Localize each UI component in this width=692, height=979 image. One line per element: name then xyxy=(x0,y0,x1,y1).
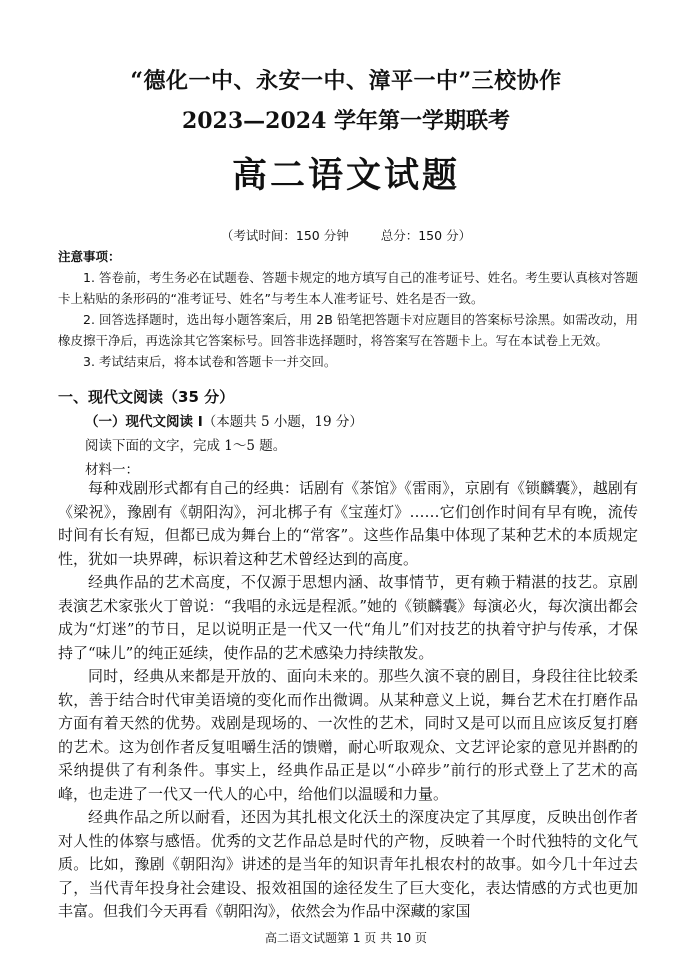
exam-score: 总分：150 分） xyxy=(380,228,472,243)
passage-paragraph: 每种戏剧形式都有自己的经典：话剧有《茶馆》《雷雨》，京剧有《锁麟囊》，越剧有《梁祝》，豫剧有《朝阳沟》，河北梆子有《宝莲灯》……它们创作时间有早有晚，流传时间有长有短，但都已成为舞台上的“常客”。这些作品集中体现了某种艺术的本质规定性，犹如一块界碑，标识着这种艺术曾经达到的高度。 xyxy=(58,479,638,568)
notice-item: 3. 考试结束后，将本试卷和答题卡一并交回。 xyxy=(83,354,337,369)
page-footer: 高二语文试题第 1 页 共 10 页 xyxy=(265,931,427,945)
passage-paragraph: 经典作品的艺术高度，不仅源于思想内涵、故事情节，更有赖于精湛的技艺。京剧表演艺术家张火丁曾说：“我唱的永远是程派。”她的《锁麟囊》每演必火，每次演出都会成为“灯迷”的节日，足以说明正是一代又一代“角儿”们对技艺的执着守护与传承，才保持了“味儿”的纯正延续，使作品的艺术感染力持续散发。 xyxy=(58,573,638,662)
subsection-heading xyxy=(58,410,638,430)
subsection-title: （一）现代文阅读 I xyxy=(85,414,203,430)
subsection-note: （本题共 5 小题，19 分） xyxy=(202,414,363,430)
notice-block xyxy=(58,246,638,372)
notice-item: 2. 回答选择题时，选出每小题答案后，用 2B 铅笔把答题卡对应题目的答案标号涂黑。如需改动，用橡皮擦干净后，再选涂其它答案标号。回答非选择题时，将答案写在答题卡上。写在本试卷上无效。 xyxy=(58,312,638,348)
notice-item: 1. 答卷前，考生务必在试题卷、答题卡规定的地方填写自己的准考证号、姓名。考生要认真核对答题卡上粘贴的条形码的“准考证号、姓名”与考生本人准考证号、姓名是否一致。 xyxy=(58,270,638,306)
reading-instruction: 阅读下面的文字，完成 1～5 题。 xyxy=(85,438,287,454)
reading-passage xyxy=(58,477,638,924)
exam-meta xyxy=(0,226,692,244)
material-label: 材料一： xyxy=(85,462,139,478)
section-heading: 一、现代文阅读（35 分） xyxy=(58,388,235,406)
exam-time: （考试时间：150 分钟 xyxy=(220,228,349,243)
passage-paragraph: 经典作品之所以耐看，还因为其扎根文化沃土的深度决定了其厚度，反映出创作者对人性的体察与感悟。优秀的文艺作品总是时代的产物，反映着一个时代独特的文化气质。比如，豫剧《朝阳沟》讲述的是当年的知识青年扎根农村的故事。如今几十年过去了，当代青年投身社会建设、报效祖国的途径发生了巨大变化，表达情感的方式也更加丰富。但我们今天再看《朝阳沟》，依然会为作品中深藏的家国 xyxy=(58,808,638,920)
page-title: 高二语文试题 xyxy=(231,155,460,196)
notice-heading: 注意事项： xyxy=(58,249,121,264)
exam-term: 2023—2024 学年第一学期联考 xyxy=(181,108,511,134)
school-header: “德化一中、永安一中、漳平一中”三校协作 xyxy=(130,68,562,94)
passage-paragraph: 同时，经典从来都是开放的、面向未来的。那些久演不衰的剧目，身段往往比较柔软，善于结合时代审美语境的变化而作出微调。从某种意义上说，舞台艺术在打磨作品方面有着天然的优势。戏剧是现场的、一次性的艺术，同时又是可以而且应该反复打磨的艺术。这为创作者反复咀嚼生活的馈赠，耐心听取观众、文艺评论家的意见并斟酌的采纳提供了有利条件。事实上，经典作品正是以“小碎步”前行的形式登上了艺术的高峰，也走进了一代又一代人的心中，给他们以温暖和力量。 xyxy=(58,667,638,803)
